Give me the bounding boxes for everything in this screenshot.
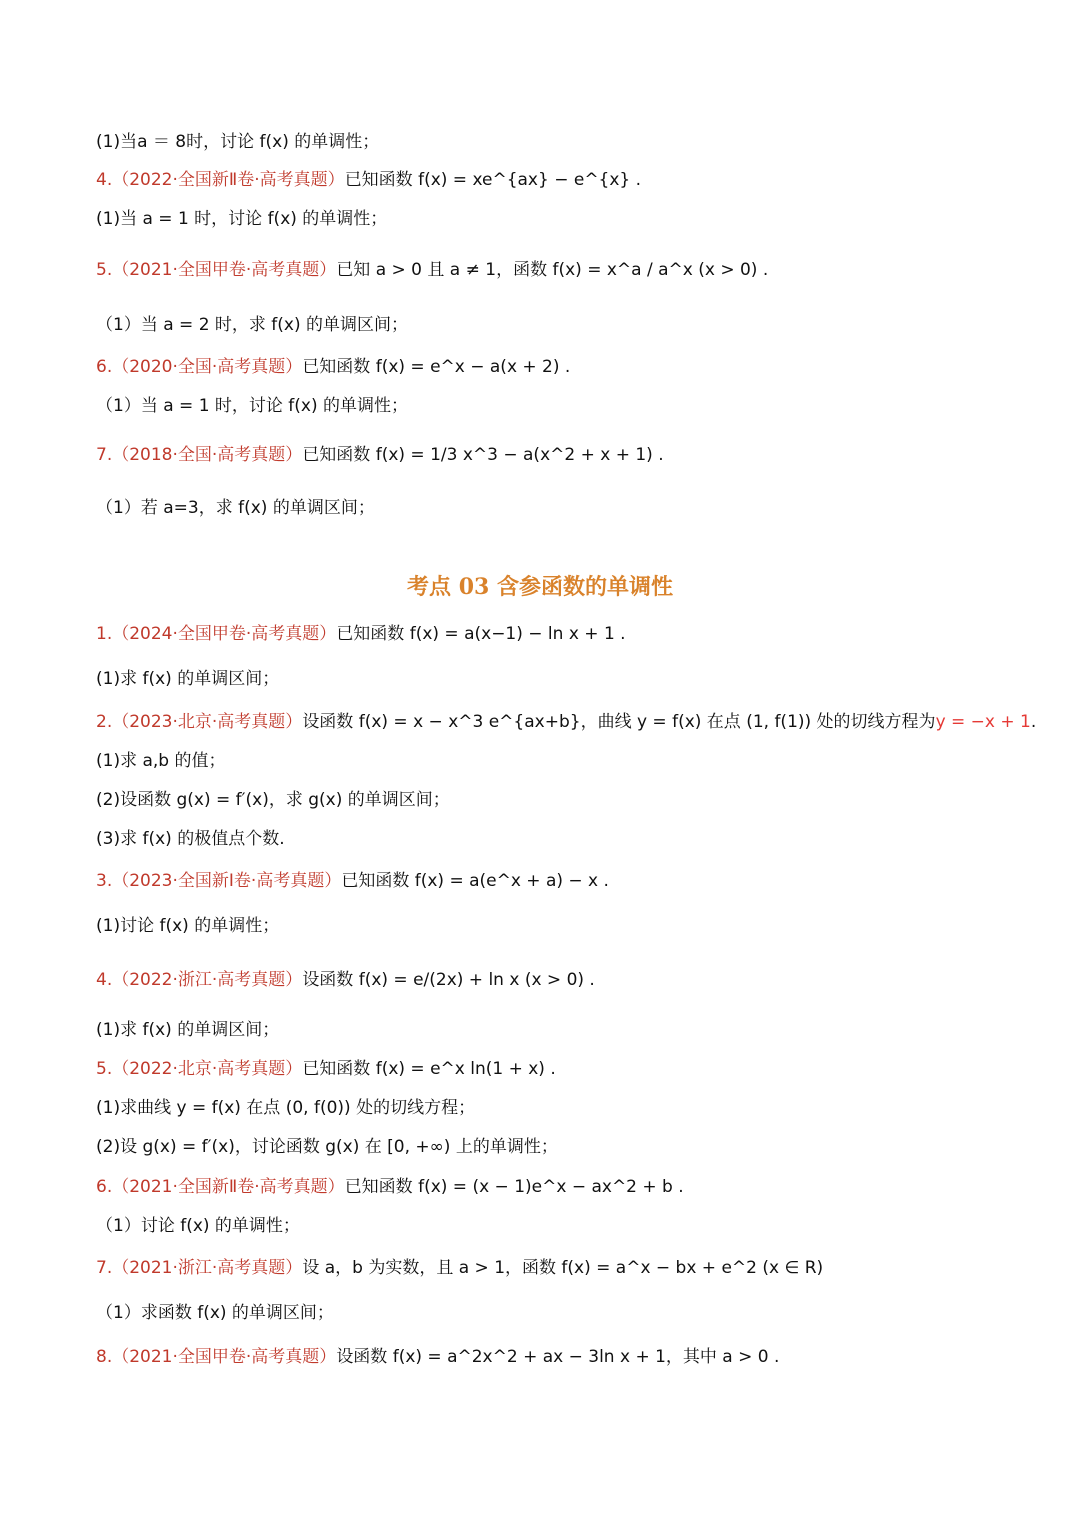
s03-question-5-part-2: (2)设 g(x) = f′(x)，讨论函数 g(x) 在 [0, +∞) 上的单调性； — [96, 1137, 558, 1157]
question-4-part-1: (1)当 a = 1 时，讨论 f(x) 的单调性； — [96, 209, 388, 229]
s03-question-4-stem: 4.（2022·浙江·高考真题）设函数 f(x) = e/(2x) + ln x (x > 0) . — [96, 970, 595, 990]
question-7-stem: 7.（2018·全国·高考真题）已知函数 f(x) = 1/3 x^3 − a(x^2 + x + 1) . — [96, 445, 664, 465]
question-6-part-1: （1）当 a = 1 时，讨论 f(x) 的单调性； — [96, 396, 409, 416]
s03-question-5-part-1: (1)求曲线 y = f(x) 在点 (0, f(0)) 处的切线方程； — [96, 1098, 476, 1118]
s03-question-2-part-3: (3)求 f(x) 的极值点个数. — [96, 829, 285, 849]
question-7-part-1: （1）若 a=3，求 f(x) 的单调区间； — [96, 498, 375, 518]
s03-question-6-stem: 6.（2021·全国新Ⅱ卷·高考真题）已知函数 f(x) = (x − 1)e^x − ax^2 + b . — [96, 1177, 684, 1197]
question-3-part-1: (1)当a ＝ 8时，讨论 f(x) 的单调性； — [96, 132, 380, 152]
question-6-stem: 6.（2020·全国·高考真题）已知函数 f(x) = e^x − a(x + 2) . — [96, 357, 571, 377]
section-title: 考点 03 含参函数的单调性 — [407, 574, 673, 600]
s03-question-3-part-1: (1)讨论 f(x) 的单调性； — [96, 916, 280, 936]
tangent-line-highlight: y = −x + 1 — [935, 712, 1031, 732]
s03-question-8-stem: 8.（2021·全国甲卷·高考真题）设函数 f(x) = a^2x^2 + ax − 3ln x + 1，其中 a > 0 . — [96, 1347, 780, 1367]
s03-question-7-part-1: （1）求函数 f(x) 的单调区间； — [96, 1303, 334, 1323]
s03-question-4-part-1: (1)求 f(x) 的单调区间； — [96, 1020, 280, 1040]
question-5-part-1: （1）当 a = 2 时，求 f(x) 的单调区间； — [96, 315, 409, 335]
s03-question-7-stem: 7.（2021·浙江·高考真题）设 a，b 为实数，且 a > 1，函数 f(x) = a^x − bx + e^2 (x ∈ R) — [96, 1258, 824, 1278]
s03-question-2-part-1: (1)求 a,b 的值； — [96, 751, 226, 771]
question-4-stem: 4.（2022·全国新Ⅱ卷·高考真题）已知函数 f(x) = xe^{ax} − e^{x} . — [96, 170, 642, 190]
s03-question-1-part-1: (1)求 f(x) 的单调区间； — [96, 669, 280, 689]
question-5-stem: 5.（2021·全国甲卷·高考真题）已知 a > 0 且 a ≠ 1，函数 f(x) = x^a / a^x (x > 0) . — [96, 260, 769, 280]
s03-question-5-stem: 5.（2022·北京·高考真题）已知函数 f(x) = e^x ln(1 + x) . — [96, 1059, 556, 1079]
s03-question-3-stem: 3.（2023·全国新Ⅰ卷·高考真题）已知函数 f(x) = a(e^x + a) − x . — [96, 871, 609, 891]
s03-question-1-stem: 1.（2024·全国甲卷·高考真题）已知函数 f(x) = a(x−1) − ln x + 1 . — [96, 624, 626, 644]
s03-question-2-stem: 2.（2023·北京·高考真题）设函数 f(x) = x − x^3 e^{ax+b}，曲线 y = f(x) 在点 (1, f(1)) 处的切线方程为y = −x + 1. — [96, 712, 1037, 732]
s03-question-6-part-1: （1）讨论 f(x) 的单调性； — [96, 1216, 300, 1236]
s03-question-2-part-2: (2)设函数 g(x) = f′(x)，求 g(x) 的单调区间； — [96, 790, 450, 810]
